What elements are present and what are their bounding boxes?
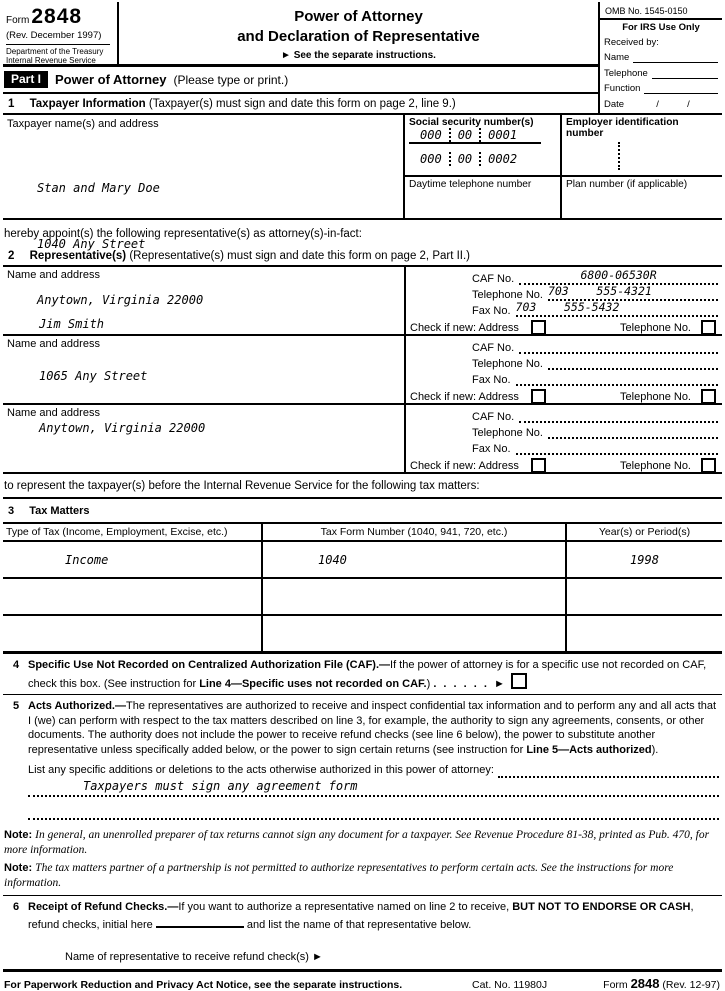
footer-form-word: Form (603, 979, 628, 991)
to-represent-line: to represent the taxpayer(s) before the Internal Revenue Service for the following tax matters: (3, 474, 722, 499)
taxpayer-line: Anytown, Virginia 22000 (37, 292, 204, 307)
rep-line: 1065 Any Street (39, 368, 148, 383)
ein-label-line1: Employer identification (566, 117, 679, 128)
rep1-fax-row (410, 301, 718, 317)
rep1-check-if-new-row (410, 317, 718, 335)
rep-name-address-label: Name and address (7, 338, 100, 350)
rep3-caf-row (410, 407, 718, 423)
ssn-label: Social security number(s) (409, 117, 534, 128)
note-label: Note: (4, 861, 33, 874)
fax-label: Fax No. (472, 305, 511, 317)
ssn-part: 00 (449, 152, 479, 166)
ssn-1 (413, 128, 541, 142)
caf-label: CAF No. (472, 342, 515, 354)
tax-table-row[interactable] (3, 616, 722, 651)
daytime-telephone-label: Daytime telephone number (409, 179, 532, 190)
rep2-caf-field[interactable] (519, 338, 718, 354)
daytime-telephone-cell[interactable] (405, 177, 560, 218)
form-id-block (3, 2, 119, 64)
ein-dotted-separator (618, 142, 620, 170)
years-periods-value (565, 579, 722, 614)
rep1-caf-row (410, 269, 718, 285)
check-if-new-telephone-label: Telephone No. (620, 321, 691, 334)
form-number: 2848 (31, 5, 83, 28)
check-if-new-address-label: Check if new: Address (410, 390, 519, 403)
taxpayer-line: 1040 Any Street (37, 236, 146, 251)
line5-body1: The representatives are authorized to receive and inspect confidential tax information and to perform any and all acts that I (we) can perform with respect to the tax matters described on line 3, for example, the authority to sign any agreements, consents, or other documents. The authority does not include the power to receive refund checks (see line 6 below), the power to substitute another representative unless specifically added below, or the power to sign certain returns (see instruction for (28, 700, 717, 756)
line4-number: 4 (12, 659, 20, 671)
slash: / (656, 98, 659, 110)
received-by-label: Received by: (604, 36, 659, 48)
irs-use-fields (600, 20, 722, 113)
type-of-tax-value (3, 579, 261, 614)
catalog-number: Cat. No. 11980J (472, 979, 548, 991)
line5-text (28, 699, 720, 820)
caf-label: CAF No. (472, 273, 515, 285)
ssn-entry-1 (409, 128, 541, 144)
footer-form-id (603, 976, 720, 991)
rep3-contact-cell (404, 405, 722, 472)
list-additions-label: List any specific additions or deletions to the acts otherwise authorized in this power of attorney: (28, 764, 494, 777)
check-if-new-address-label: Check if new: Address (410, 459, 519, 472)
irs-name-row (604, 49, 718, 65)
type-of-tax-value (3, 616, 261, 651)
irs-name-field[interactable] (633, 59, 718, 63)
rep3-fax-row (410, 439, 718, 455)
agency-line-2: Internal Revenue Service (6, 56, 96, 66)
rep1-caf-value: 6800-06530R (580, 268, 657, 282)
telephone-label: Telephone No. (472, 358, 543, 370)
irs-telephone-field[interactable] (652, 75, 718, 79)
notes-section (3, 823, 722, 897)
telephone-label: Telephone No. (472, 289, 543, 301)
tax-form-number-value (261, 616, 565, 651)
see-instructions-note: ► See the separate instructions. (281, 50, 436, 61)
refund-representative-name-label: Name of representative to receive refund check(s) ► (65, 951, 323, 964)
dot-leader: . . . . . . ► (433, 677, 507, 690)
list-additions-line (28, 763, 719, 778)
taxpayer-line: Stan and Mary Doe (37, 181, 160, 196)
note-1 (4, 828, 720, 858)
rep3-telephone-field[interactable] (548, 423, 718, 439)
line5-bold-ref: Line 5—Acts authorized (526, 743, 652, 756)
agency-line-1: Department of the Treasury (6, 47, 104, 56)
rep2-fax-field[interactable] (516, 370, 718, 386)
line3-title: Tax Matters (29, 505, 90, 517)
line6-text (28, 900, 720, 932)
ssn-part: 00 (449, 128, 479, 142)
rep1-fax-field[interactable] (516, 301, 718, 317)
line6-number: 6 (12, 901, 20, 914)
omb-number: OMB No. 1545-0150 (600, 2, 722, 20)
line4-bold-ref: Line 4—Specific uses not recorded on CAF. (199, 677, 427, 690)
line6-text1: If you want to authorize a representative named on line 2 to receive, (178, 901, 513, 914)
ein-label-line2: number (566, 128, 604, 139)
rep-line: Anytown, Virginia 22000 (39, 421, 206, 436)
rep1-new-address-checkbox[interactable] (531, 320, 546, 335)
taxpayer-name-address-label: Taxpayer name(s) and address (7, 118, 159, 130)
tax-table-row[interactable] (3, 579, 722, 616)
representative-block-2 (3, 336, 722, 405)
line5-body2: ). (651, 743, 659, 756)
check-if-new-telephone-label: Telephone No. (620, 390, 691, 403)
line1-subtitle: (Taxpayer(s) must sign and date this form on page 2, line 9.) (148, 98, 456, 110)
line6-text3: and list the name of that representative below. (243, 918, 472, 931)
rep1-caf-field[interactable] (519, 269, 718, 285)
rep2-caf-row (410, 338, 718, 354)
rep1-new-telephone-checkbox[interactable] (701, 320, 716, 335)
part1-subtitle: (Please type or print.) (173, 72, 289, 87)
form-word: Form (6, 15, 30, 26)
rep-name-address-label: Name and address (7, 407, 100, 419)
ssn-cell[interactable] (405, 115, 560, 177)
rep1-contact-cell (404, 267, 722, 334)
footer-revision: (Rev. 12-97) (662, 979, 720, 991)
rep1-telephone-row (410, 285, 718, 301)
ssn-part: 0001 (479, 128, 524, 142)
part1-badge: Part I (4, 71, 48, 88)
rep3-caf-field[interactable] (519, 407, 718, 423)
ssn-part: 000 (420, 152, 442, 166)
note2-text: The tax matters partner of a partnership is not permitted to authorize representatives to perform certain acts. See the instructions for more information. (4, 861, 674, 890)
line1-number: 1 (8, 98, 15, 110)
hereby-appoints-line: hereby appoint(s) the following representative(s) as attorney(s)-in-fact: (4, 228, 362, 240)
note-label: Note: (4, 828, 33, 841)
rep3-fax-field[interactable] (516, 439, 718, 455)
line3-number: 3 (8, 505, 15, 517)
rep2-telephone-row (410, 354, 718, 370)
rep2-telephone-field[interactable] (548, 354, 718, 370)
tax-matters-table (3, 522, 722, 654)
line6-title: Receipt of Refund Checks.— (28, 901, 179, 914)
line5-title: Acts Authorized.— (28, 700, 126, 713)
line6-text2: , refund checks, initial here (28, 901, 694, 931)
rep2-new-address-checkbox[interactable] (531, 389, 546, 404)
initial-here-field[interactable] (156, 915, 244, 928)
rep1-name-address-cell[interactable] (3, 267, 404, 436)
line1-heading (3, 94, 598, 113)
rep1-telephone-field[interactable] (548, 285, 718, 301)
line4-item (3, 654, 722, 695)
representative-block-1 (3, 267, 722, 436)
line4-specific-use-checkbox[interactable] (511, 673, 527, 689)
rep3-new-telephone-checkbox[interactable] (701, 458, 716, 473)
paperwork-notice: For Paperwork Reduction and Privacy Act Notice, see the separate instructions. (4, 979, 403, 991)
line2-subtitle: (Representative(s) must sign and date this form on page 2, Part II.) (129, 250, 471, 262)
line6-item (3, 896, 722, 935)
irs-use-title: For IRS Use Only (622, 22, 700, 33)
line2-number: 2 (8, 250, 15, 262)
fax-label: Fax No. (472, 443, 511, 455)
tax-table-header (3, 524, 722, 542)
years-periods-header: Year(s) or Period(s) (565, 524, 722, 540)
line5-number: 5 (12, 700, 20, 713)
plan-number-label: Plan number (if applicable) (566, 179, 688, 190)
line3-heading (3, 499, 722, 522)
rep3-telephone-row (410, 423, 718, 439)
tax-form-number-value: 1040 (261, 542, 565, 577)
line1-title: Taxpayer Information (29, 98, 146, 110)
rep2-contact-cell (404, 336, 722, 403)
years-periods-value: 1998 (565, 542, 722, 577)
title-block (119, 2, 598, 64)
line2-title: Representative(s) (29, 250, 127, 262)
irs-function-label: Function (604, 83, 641, 95)
rep1-telephone-value: 703 555-4321 (547, 284, 652, 298)
fax-label: Fax No. (472, 374, 511, 386)
ein-column (560, 115, 722, 218)
line4-text1: If the power of attorney is for a specific use not recorded on CAF, check this box. (See instruction for (28, 659, 707, 690)
line5-item (3, 695, 722, 823)
rep3-name-address-cell[interactable] (3, 405, 404, 472)
telephone-label: Telephone No. (472, 427, 543, 439)
irs-date-label: Date (604, 98, 625, 110)
page-footer (3, 972, 722, 991)
tax-form-number-value (261, 579, 565, 614)
header-main (3, 2, 598, 67)
ssn-part: 0002 (479, 152, 524, 166)
form-title-line2: and Declaration of Representative (237, 27, 480, 45)
line4-text (28, 658, 720, 691)
line4-text2: ) (426, 677, 431, 690)
representative-block-3 (3, 405, 722, 474)
footer-form-number: 2848 (630, 976, 660, 991)
ssn-2 (413, 152, 556, 166)
slash: / (687, 98, 690, 110)
note1-text: In general, an unenrolled preparer of tax returns cannot sign any document for a taxpayer. See Revenue Procedure 81-38, printed as Pub. 470, for more information. (4, 828, 710, 856)
part1-title: Power of Attorney (55, 72, 167, 87)
form-title-line1: Power of Attorney (294, 8, 423, 25)
divider (6, 44, 110, 45)
rep-name-address-label: Name and address (7, 269, 100, 281)
header-left (3, 2, 598, 113)
irs-telephone-label: Telephone (604, 67, 648, 79)
irs-name-label: Name (604, 52, 630, 64)
irs-function-row (604, 80, 718, 96)
refund-representative-name-line[interactable] (3, 935, 722, 972)
date-slashes (628, 99, 718, 110)
caf-label: CAF No. (472, 411, 515, 423)
form-header (3, 2, 722, 115)
rep2-check-if-new-row (410, 386, 718, 404)
check-if-new-address-label: Check if new: Address (410, 321, 519, 334)
years-periods-value (565, 616, 722, 651)
ssn-part: 000 (420, 128, 442, 142)
tax-form-number-header: Tax Form Number (1040, 941, 720, etc.) (261, 524, 565, 540)
rep3-check-if-new-row (410, 455, 718, 473)
rep2-name-address-cell[interactable] (3, 336, 404, 403)
plan-number-cell[interactable] (562, 177, 722, 218)
irs-date-row (604, 95, 718, 111)
irs-telephone-row (604, 64, 718, 80)
note-2 (4, 861, 720, 891)
line4-title: Specific Use Not Recorded on Centralized Authorization File (CAF).— (28, 659, 391, 671)
rep1-fax-value: 703 555-5432 (515, 300, 620, 314)
type-of-tax-header: Type of Tax (Income, Employment, Excise, etc.) (6, 526, 228, 538)
rep2-fax-row (410, 370, 718, 386)
ein-cell[interactable] (562, 115, 722, 177)
rep-line: Jim Smith (39, 316, 105, 331)
rep3-new-address-checkbox[interactable] (531, 458, 546, 473)
irs-function-field[interactable] (644, 90, 718, 94)
acts-entry-line-2[interactable] (28, 797, 719, 820)
part1-header (3, 67, 598, 94)
dotted-leader (498, 764, 719, 778)
type-of-tax-value: Income (65, 552, 109, 567)
rep2-new-telephone-checkbox[interactable] (701, 389, 716, 404)
irs-use-only-box (598, 2, 722, 113)
check-if-new-telephone-label: Telephone No. (620, 459, 691, 472)
acts-entry-line-1[interactable] (28, 778, 719, 797)
acts-entry-value: Taxpayers must sign any agreement form (83, 778, 358, 793)
tax-table-row[interactable] (3, 542, 722, 579)
line6-bold1: BUT NOT TO ENDORSE OR CASH (512, 901, 691, 914)
revision-date: (Rev. December 1997) (6, 30, 102, 41)
ssn-column (403, 115, 560, 218)
